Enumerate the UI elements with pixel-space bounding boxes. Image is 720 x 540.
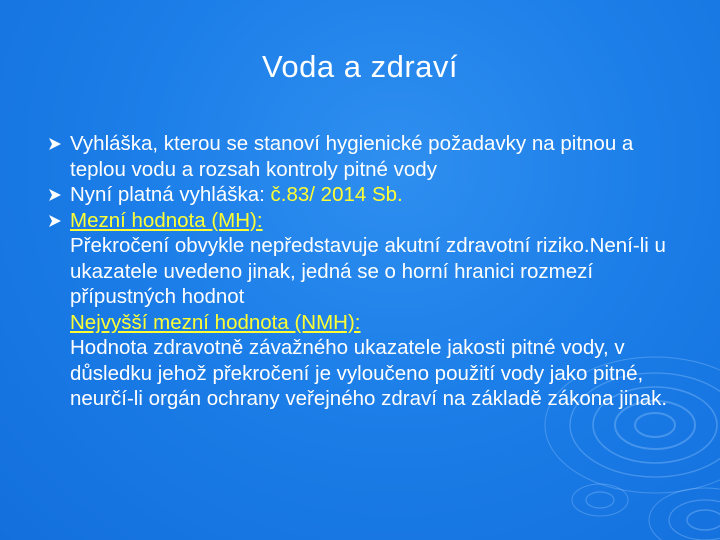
nmh-definition: Hodnota zdravotně závažného ukazatele jakosti pitné vody, v důsledku jehož překročení je vyloučeno použití vody jako pitné, neurčí-li orgán ochrany veřejného zdraví na základě zákona jinak.: [70, 336, 668, 410]
bullet-text: Vyhláška, kterou se stanoví hygienické požadavky na pitnou a teplou vodu a rozsah kontroly pitné vody: [70, 132, 634, 181]
mh-definition: Překročení obvykle nepředstavuje akutní zdravotní riziko.Není-li u ukazatele uvedeno jinak, jedná se o horní hranici rozmezí přípustných hodnot: [70, 234, 666, 308]
nmh-label: Nejvyšší mezní hodnota (NMH):: [70, 310, 361, 334]
bullet-item-current-decree: [48, 182, 688, 208]
bullet-item-decree: [48, 131, 688, 182]
nmh-label-line: [48, 310, 688, 336]
decree-number: č.83/ 2014 Sb.: [270, 183, 403, 206]
arrowhead-bullet-icon: [48, 188, 62, 202]
bullet-item-limit-value: [48, 208, 688, 234]
arrowhead-bullet-icon: [48, 137, 62, 151]
slide-content: [48, 131, 688, 412]
mh-label: Mezní hodnota (MH):: [70, 208, 263, 232]
arrowhead-bullet-icon: [48, 214, 62, 228]
slide-title: Voda a zdraví: [261, 49, 459, 84]
bullet-text: Nyní platná vyhláška:: [70, 183, 271, 206]
